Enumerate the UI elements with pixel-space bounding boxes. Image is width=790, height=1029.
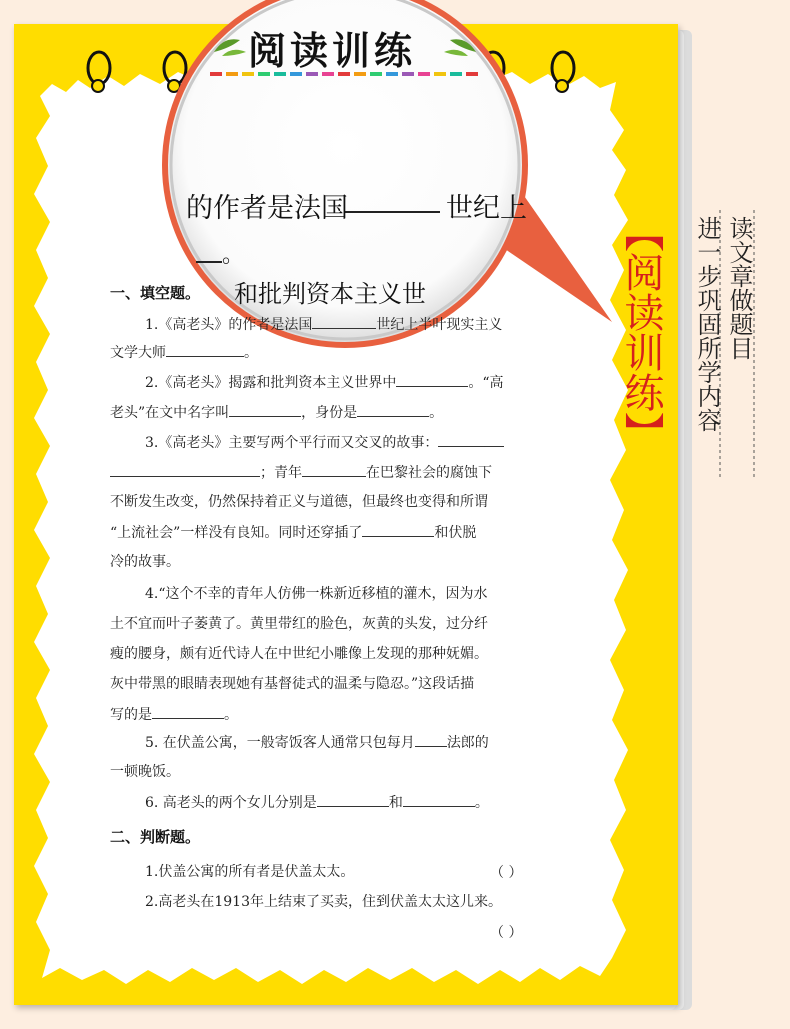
q3-blank-3[interactable]	[302, 462, 366, 477]
q2-blank-2[interactable]	[229, 402, 301, 417]
judge-q2: 2.高老头在1913年上结束了买卖，住到伏盖太太这儿来。	[145, 894, 502, 910]
q4-line-1: 4.“这个不幸的青年人仿佛一株新近移植的灌木，因为水	[145, 586, 488, 602]
magnifier-title: 阅读训练	[248, 29, 417, 73]
q3-line-5: 冷的故事。	[110, 554, 180, 570]
q5-line-2: 一顿晚饭。	[110, 764, 180, 780]
q6-blank-2[interactable]	[403, 792, 475, 807]
magnified-text-line-1: 的作者是法国	[186, 193, 348, 224]
q2-blank-3[interactable]	[357, 402, 429, 417]
q1-line-1: 1.《高老头》的作者是法国 世纪上半叶现实主义	[145, 314, 502, 335]
q2-line-1: 2.《高老头》揭露和批判资本主义世界中 。“高	[145, 372, 504, 393]
magnified-text-line-1-tail: 世纪上	[446, 193, 527, 224]
q4-line-2: 土不宜而叶子萎黄了。黄里带红的脸色，灰黄的头发，过分纤	[110, 616, 488, 632]
q5-blank[interactable]	[415, 732, 447, 747]
q4-blank[interactable]	[152, 704, 224, 719]
q6-blank-1[interactable]	[317, 792, 389, 807]
q3-line-2: ；青年 在巴黎社会的腐蚀下	[110, 462, 492, 483]
q1-blank-1[interactable]	[312, 314, 376, 329]
q4-line-5: 写的是 。	[110, 704, 238, 725]
q2-line-2: 老头”在文中名字叫 ，身份是 。	[110, 402, 443, 423]
q1-line-2: 文学大师 。	[110, 342, 258, 363]
q3-blank-2[interactable]	[110, 462, 260, 477]
q3-blank-1[interactable]	[438, 432, 504, 447]
q2-blank-1[interactable]	[396, 372, 468, 387]
side-caption-left: 进一步巩固所学内容	[693, 216, 721, 432]
q3-line-3: 不断发生改变，仍然保持着正义与道德，但最终也变得和所谓	[110, 494, 488, 510]
side-badge-label: 【阅读训练】	[618, 212, 664, 452]
q3-line-4: “上流社会”一样没有良知。同时还穿插了 和伏脱	[110, 522, 476, 543]
side-caption-right: 读文章做题目	[725, 216, 753, 360]
section-judge: 二、判断题。	[110, 828, 201, 846]
q3-line-1: 3.《高老头》主要写两个平行而又交叉的故事：	[145, 432, 504, 453]
q4-line-4: 灰中带黑的眼睛表现她有基督徒式的温柔与隐忍。”这段话描	[110, 676, 475, 692]
magnified-text-line-3: 和批判资本主义世	[234, 280, 426, 308]
q3-blank-4[interactable]	[362, 522, 434, 537]
judge-q2-answer[interactable]: （ ）	[490, 925, 523, 941]
q5-line-1: 5. 在伏盖公寓，一般寄饭客人通常只包每月 法郎的	[145, 732, 489, 753]
section-fill-blank: 一、填空题。	[110, 284, 201, 302]
q4-line-3: 瘦的腰身，颇有近代诗人在中世纪小雕像上发现的那种妩媚。	[110, 646, 488, 662]
judge-q1-answer[interactable]: （ ）	[490, 865, 523, 881]
judge-q1: 1.伏盖公寓的所有者是伏盖太太。	[145, 864, 355, 880]
q6-line-1: 6. 高老头的两个女儿分别是 和 。	[145, 792, 489, 813]
q1-blank-2[interactable]	[166, 342, 244, 357]
magnified-text-line-2: 。	[222, 243, 245, 268]
